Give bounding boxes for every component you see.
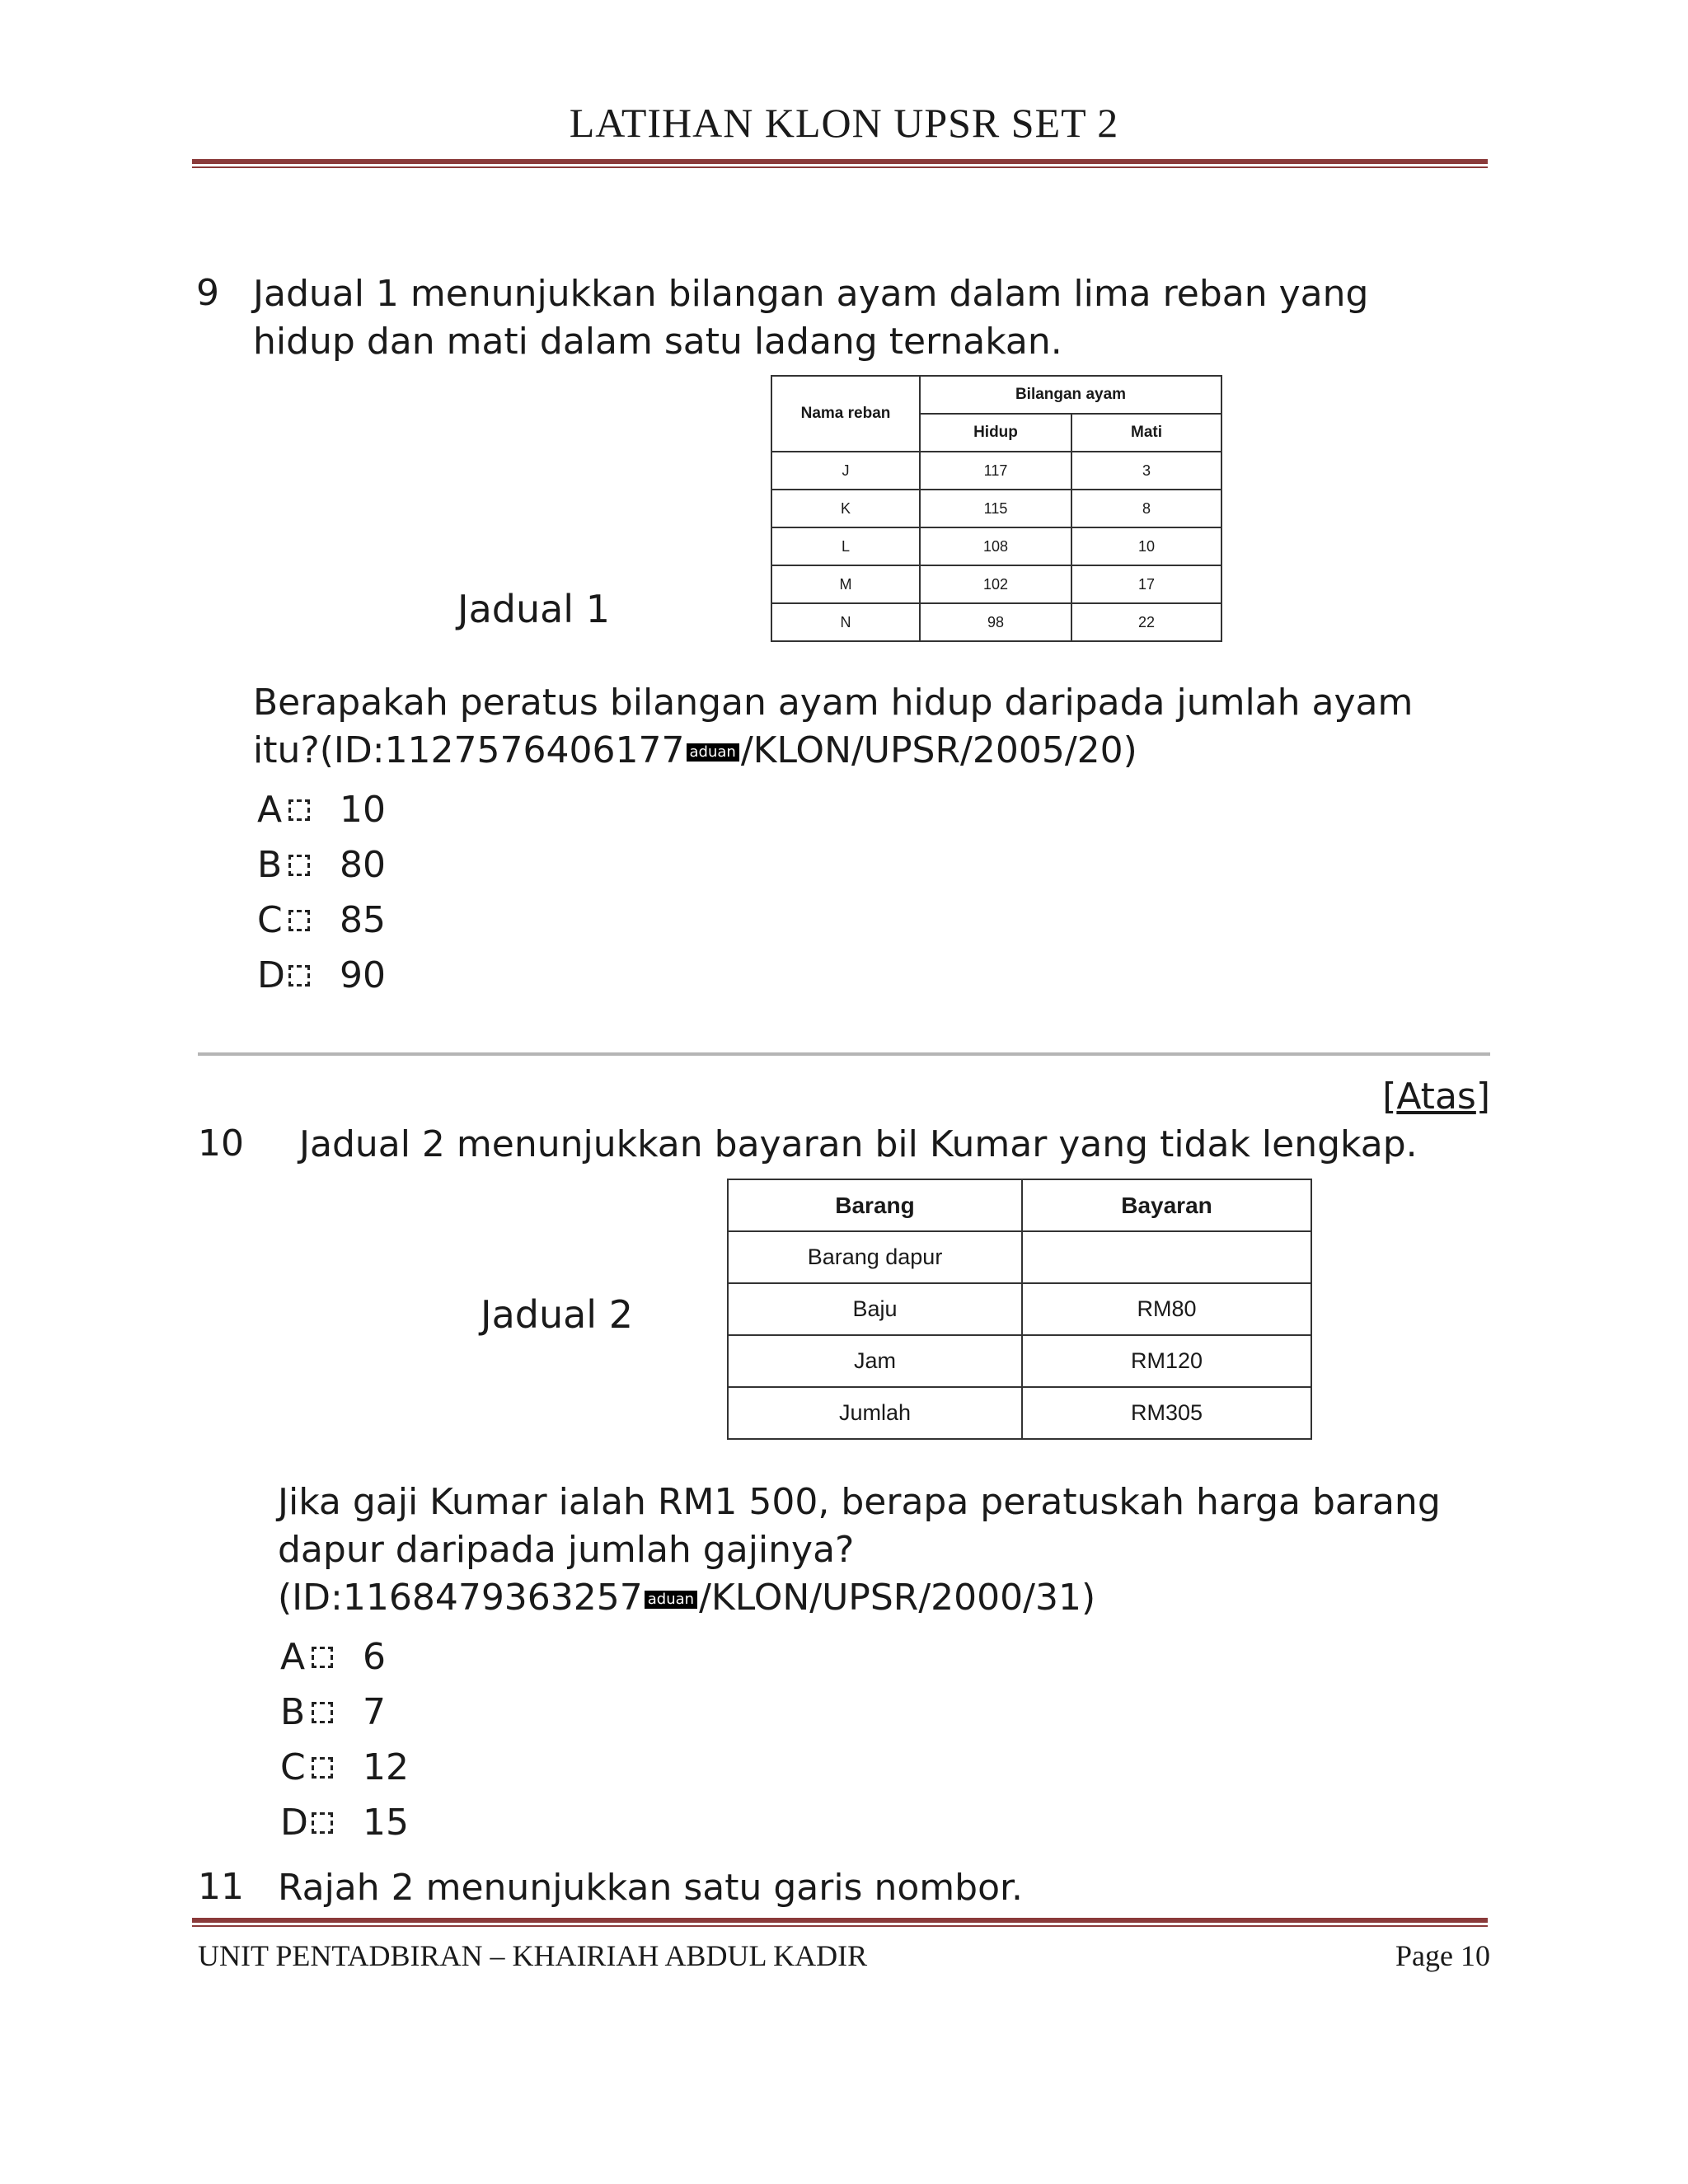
table-cell: 102 (920, 565, 1071, 603)
table-cell: 98 (920, 603, 1071, 641)
option-value: 80 (340, 844, 386, 886)
table-1-header-mati: Mati (1071, 414, 1221, 452)
option-letter: C (280, 1746, 306, 1788)
table-cell: 10 (1071, 527, 1221, 565)
question-9-source: /KLON/UPSR/2005/20) (740, 729, 1137, 771)
table-cell: Barang dapur (728, 1231, 1022, 1283)
option-value: 15 (363, 1802, 409, 1844)
q10-option-c[interactable] (280, 1746, 409, 1788)
header-rule (192, 159, 1488, 168)
option-letter: A (257, 789, 283, 831)
question-9-prompt-line-1: Berapakah peratus bilangan ayam hidup daripada jumlah ayam (253, 682, 1414, 724)
footer-rule (192, 1918, 1488, 1927)
question-10-prompt (278, 1479, 1441, 1622)
option-letter: D (280, 1802, 308, 1844)
question-10-id: (ID:1168479363257 (278, 1577, 643, 1619)
question-11-text: Rajah 2 menunjukkan satu garis nombor. (278, 1867, 1024, 1909)
question-9-line-1: Jadual 1 menunjukkan bilangan ayam dalam lima reban yang (253, 273, 1369, 315)
question-10-prompt-line-2: dapur daripada jumlah gajinya? (278, 1529, 855, 1571)
back-to-top-link[interactable]: [Atas] (1382, 1076, 1490, 1118)
table-row (771, 490, 1221, 527)
table-row (728, 1283, 1311, 1335)
table-row (728, 1231, 1311, 1283)
aduan-tag[interactable]: aduan (645, 1591, 697, 1609)
option-value: 85 (340, 899, 386, 941)
table-1-header-bilangan-ayam: Bilangan ayam (920, 376, 1221, 414)
option-letter: A (280, 1636, 306, 1678)
table-2-header-bayaran: Bayaran (1022, 1179, 1311, 1231)
table-row (728, 1387, 1311, 1439)
q10-option-d[interactable] (280, 1802, 409, 1844)
question-10-prompt-line-1: Jika gaji Kumar ialah RM1 500, berapa peratuskah harga barang (278, 1481, 1441, 1523)
table-cell: Jam (728, 1335, 1022, 1387)
checkbox-icon[interactable] (312, 1757, 333, 1779)
table-cell: RM80 (1022, 1283, 1311, 1335)
table-cell: 117 (920, 452, 1071, 490)
table-cell: M (771, 565, 920, 603)
question-10-number: 10 (198, 1122, 244, 1165)
option-value: 12 (363, 1746, 409, 1788)
q10-option-a[interactable] (280, 1636, 386, 1678)
table-row (771, 565, 1221, 603)
table-cell: RM120 (1022, 1335, 1311, 1387)
option-value: 7 (363, 1691, 386, 1733)
page-header-title: LATIHAN KLON UPSR SET 2 (569, 100, 1119, 146)
table-cell: Jumlah (728, 1387, 1022, 1439)
question-9-prompt (253, 679, 1413, 775)
table-cell: N (771, 603, 920, 641)
checkbox-icon[interactable] (312, 1702, 333, 1723)
option-value: 10 (340, 789, 386, 831)
table-cell: 108 (920, 527, 1071, 565)
table-cell: Baju (728, 1283, 1022, 1335)
q9-option-a[interactable] (257, 789, 386, 831)
table-cell: 17 (1071, 565, 1221, 603)
checkbox-icon[interactable] (288, 965, 310, 987)
checkbox-icon[interactable] (312, 1812, 333, 1834)
q9-option-b[interactable] (257, 844, 386, 886)
question-9-text (253, 270, 1368, 366)
question-9-number: 9 (196, 272, 219, 314)
q9-option-c[interactable] (257, 899, 386, 941)
checkbox-icon[interactable] (288, 799, 310, 821)
question-10-source: /KLON/UPSR/2000/31) (699, 1577, 1096, 1619)
q9-option-d[interactable] (257, 954, 386, 996)
question-10-prompt-line-3 (278, 1574, 1441, 1622)
table-row (771, 452, 1221, 490)
table-cell: 3 (1071, 452, 1221, 490)
option-letter: B (257, 844, 283, 886)
table-1-caption: Jadual 1 (457, 587, 610, 631)
checkbox-icon[interactable] (288, 855, 310, 876)
table-1-header-nama-reban: Nama reban (771, 376, 920, 452)
table-1 (771, 375, 1222, 642)
table-2-header-barang: Barang (728, 1179, 1022, 1231)
footer-author: UNIT PENTADBIRAN – KHAIRIAH ABDUL KADIR (198, 1939, 868, 1972)
atas-link-text[interactable]: Atas (1396, 1076, 1476, 1118)
table-cell: 8 (1071, 490, 1221, 527)
table-cell: K (771, 490, 920, 527)
option-value: 90 (340, 954, 386, 996)
question-10-text: Jadual 2 menunjukkan bayaran bil Kumar yang tidak lengkap. (299, 1123, 1418, 1165)
table-2-caption: Jadual 2 (481, 1292, 633, 1337)
table-cell: RM305 (1022, 1387, 1311, 1439)
table-row (771, 527, 1221, 565)
question-9-id: itu?(ID:1127576406177 (253, 729, 685, 771)
footer-page-number: Page 10 (1395, 1939, 1490, 1972)
table-row (728, 1335, 1311, 1387)
table-2 (727, 1179, 1312, 1440)
checkbox-icon[interactable] (288, 910, 310, 931)
option-letter: C (257, 899, 283, 941)
question-9-line-2: hidup dan mati dalam satu ladang ternakan. (253, 321, 1062, 363)
table-row (771, 603, 1221, 641)
table-1-header-hidup: Hidup (920, 414, 1071, 452)
option-value: 6 (363, 1636, 386, 1678)
option-letter: B (280, 1691, 306, 1733)
section-divider (198, 1052, 1490, 1056)
table-cell: J (771, 452, 920, 490)
table-cell: 22 (1071, 603, 1221, 641)
question-9-prompt-line-2 (253, 727, 1413, 775)
table-cell: 115 (920, 490, 1071, 527)
table-cell (1022, 1231, 1311, 1283)
checkbox-icon[interactable] (312, 1647, 333, 1668)
q10-option-b[interactable] (280, 1691, 386, 1733)
option-letter: D (257, 954, 285, 996)
table-cell: L (771, 527, 920, 565)
aduan-tag[interactable]: aduan (687, 743, 739, 762)
question-11-number: 11 (198, 1866, 244, 1908)
